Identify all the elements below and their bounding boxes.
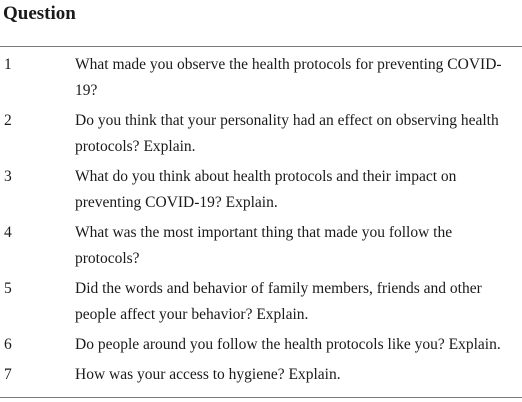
table-row — [0, 47, 522, 104]
row-question: What was the most important thing that made you follow the protocols? — [75, 224, 453, 267]
table-bottom-rule — [0, 397, 522, 398]
table-row — [0, 160, 522, 216]
table-body — [0, 47, 522, 388]
table-row — [0, 272, 522, 328]
row-question: Do you think that your personality had an effect on observing health protocols? Explain. — [75, 112, 499, 155]
table-row — [0, 104, 522, 160]
row-number: 7 — [4, 366, 12, 383]
row-number: 5 — [4, 280, 12, 297]
row-number: 2 — [4, 112, 12, 129]
table-row — [0, 358, 522, 388]
row-question: What made you observe the health protocols for preventing COVID-19? — [75, 56, 502, 99]
table-row — [0, 216, 522, 272]
row-question: Did the words and behavior of family members, friends and other people affect your behavior? Explain. — [75, 280, 482, 323]
row-question: How was your access to hygiene? Explain. — [75, 366, 341, 383]
row-number: 4 — [4, 224, 12, 241]
row-number: 6 — [4, 336, 12, 353]
row-number: 1 — [4, 56, 12, 73]
row-question: Do people around you follow the health protocols like you? Explain. — [75, 336, 501, 353]
header-question: Question — [3, 3, 76, 24]
table-header — [0, 0, 522, 47]
row-question: What do you think about health protocols and their impact on preventing COVID-19? Explain. — [75, 168, 457, 211]
table-row — [0, 328, 522, 358]
row-number: 3 — [4, 168, 12, 185]
